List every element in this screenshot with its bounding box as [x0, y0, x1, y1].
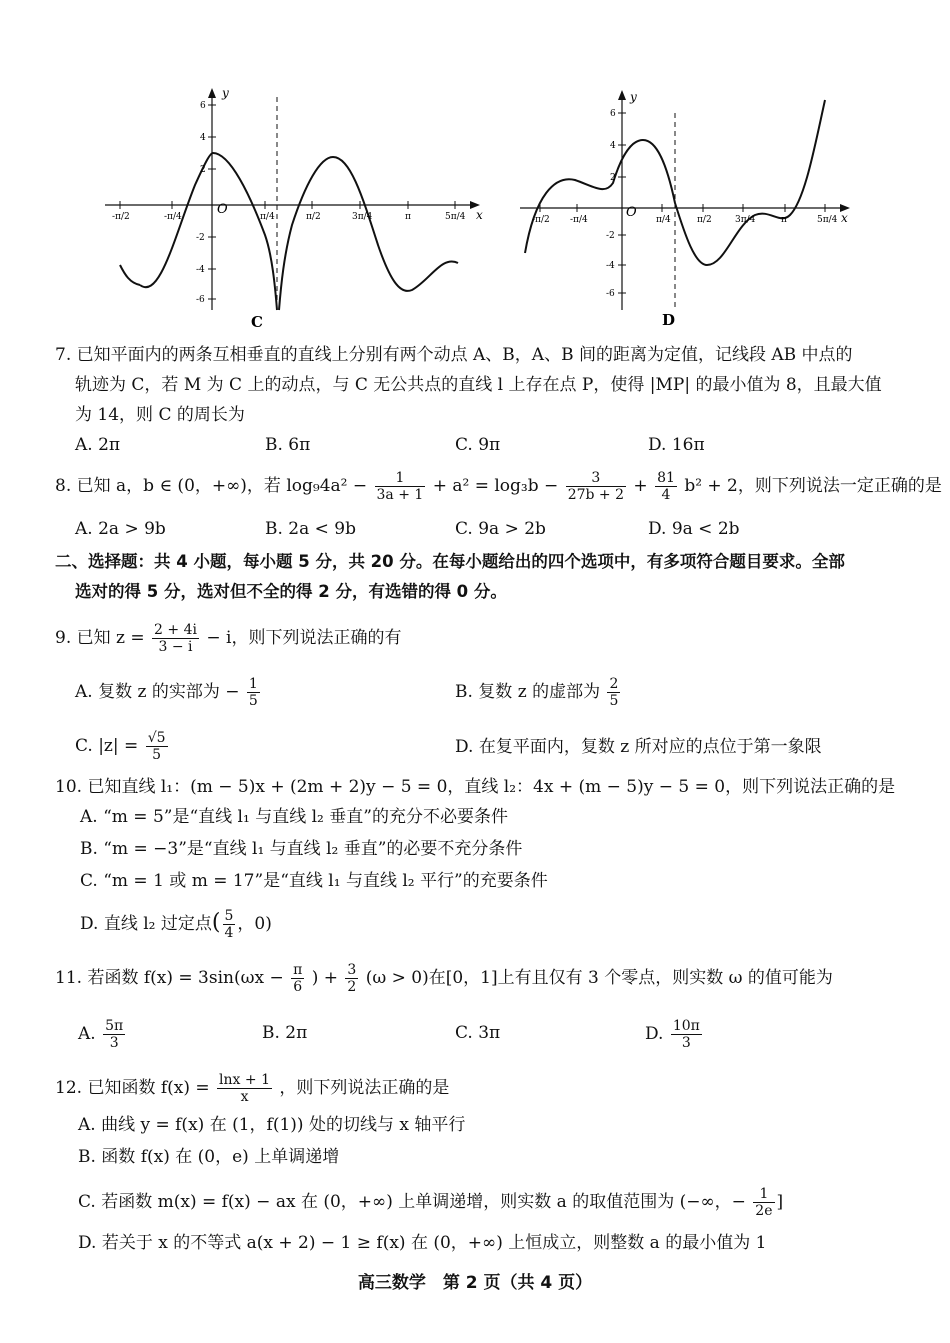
- graph-d-xtick: -π/2: [532, 215, 550, 225]
- graph-c-ytick: 2: [200, 165, 206, 175]
- graph-d-x-label: x: [841, 211, 848, 225]
- q9-suffix: − i，则下列说法正确的有: [206, 628, 402, 648]
- q11-option-d: D. $\frac{10\pi}{3}$: [645, 1018, 700, 1051]
- q11-option-a: A. $\frac{5\pi}{3}$: [78, 1018, 124, 1051]
- graph-c-ytick: 6: [200, 101, 206, 111]
- graph-d-ytick: -6: [606, 289, 615, 299]
- q7-stem-line1: 7. 已知平面内的两条互相垂直的直线上分别有两个动点 A、B，A、B 间的距离为定值，记线段 AB 中点的: [55, 345, 853, 365]
- q12-suffix: ，则下列说法正确的是: [279, 1078, 450, 1098]
- q11-suffix: (ω > 0)在[0，1]上有且仅有 3 个零点，则实数 ω 的值可能为: [365, 968, 833, 988]
- q10-option-c: C. “m = 1 或 m = 17”是“直线 l₁ 与直线 l₂ 平行”的充要条件: [80, 871, 548, 891]
- q8-mid: + a² = log₃b −: [432, 476, 559, 496]
- q10-option-d: D. 直线 l₂ 过定点( $\frac{5}{4}$ ，0): [80, 908, 272, 941]
- graph-c-label: C: [251, 313, 263, 331]
- q8-fraction-2: $\frac{3}{27b + 2}$: [567, 470, 625, 503]
- q8-option-b: B. 2a < 9b: [265, 519, 357, 539]
- q10-option-a: A. “m = 5”是“直线 l₁ 与直线 l₂ 垂直”的充分不必要条件: [80, 807, 508, 827]
- q8-prefix: 8. 已知 a，b ∈ (0，+∞)，若 log₉4a² −: [55, 476, 368, 496]
- graph-d: [515, 85, 855, 335]
- q10-stem: 10. 已知直线 l₁：(m − 5)x + (2m + 2)y − 5 = 0，直线 l₂：4x + (m − 5)y − 5 = 0，则下列说法正确的是: [55, 777, 896, 797]
- graph-c-xtick: 5π/4: [445, 212, 466, 222]
- q9-stem: [55, 622, 401, 655]
- graph-d-ytick: -4: [606, 261, 615, 271]
- graph-d-ytick: 4: [610, 141, 616, 151]
- q7-option-d: D. 16π: [648, 435, 705, 455]
- graph-d-label: D: [662, 311, 676, 329]
- q8-option-a: A. 2a > 9b: [75, 519, 166, 539]
- graph-d-xtick: 5π/4: [817, 215, 838, 225]
- q8-option-d: D. 9a < 2b: [648, 519, 740, 539]
- q12-option-b: B. 函数 f(x) 在 (0，e) 上单调递增: [78, 1147, 340, 1167]
- q12-option-a: A. 曲线 y = f(x) 在 (1，f(1)) 处的切线与 x 轴平行: [78, 1115, 466, 1135]
- q7-option-b: B. 6π: [265, 435, 311, 455]
- section-2-instructions: 选对的得 5 分，选对但不全的得 2 分，有选错的得 0 分。: [75, 582, 507, 601]
- graph-d-ytick: 2: [610, 173, 616, 183]
- graph-c-xtick: π/2: [306, 212, 321, 222]
- q11-fraction-1: $\frac{\pi}{6}$: [293, 962, 303, 995]
- q8-fraction-3: $\frac{81}{4}$: [657, 470, 675, 503]
- q8-option-c: C. 9a > 2b: [455, 519, 546, 539]
- q7-stem-line3: 为 14，则 C 的周长为: [75, 405, 245, 425]
- q11-stem: [55, 962, 833, 995]
- graph-c-xtick: π: [405, 212, 411, 222]
- q8-plus: +: [633, 476, 648, 496]
- section-2-heading: 二、选择题：共 4 小题，每小题 5 分，共 20 分。在每小题给出的四个选项中，有多项符合题目要求。全部: [55, 552, 845, 571]
- q11-option-c: C. 3π: [455, 1023, 501, 1043]
- graph-c-x-label: x: [476, 208, 483, 222]
- graph-c-ytick: 4: [200, 133, 206, 143]
- graph-d-y-label: y: [630, 90, 637, 104]
- q7-stem-line2: 轨迹为 C，若 M 为 C 上的动点，与 C 无公共点的直线 l 上存在点 P，使得 |MP| 的最小值为 8，且最大值: [75, 375, 882, 395]
- q12-stem: [55, 1072, 449, 1105]
- graph-c-curve: [140, 153, 458, 310]
- graph-c-ytick: -4: [196, 265, 205, 275]
- q12-fraction: $\frac{\ln x + 1}{x}$: [219, 1072, 270, 1105]
- graph-d-origin: O: [626, 205, 637, 220]
- q8-fraction-1: $\frac{1}{3a + 1}$: [376, 470, 424, 503]
- q11-option-b: B. 2π: [262, 1023, 308, 1043]
- q9-prefix: 9. 已知 z =: [55, 628, 145, 648]
- q7-option-c: C. 9π: [455, 435, 501, 455]
- q11-prefix: 11. 若函数 f(x) = 3sin(ωx −: [55, 968, 284, 988]
- graph-c-origin: O: [217, 202, 228, 217]
- q12-prefix: 12. 已知函数 f(x) =: [55, 1078, 210, 1098]
- graph-d-xtick: -π/4: [570, 215, 588, 225]
- graph-d-ytick: 6: [610, 109, 616, 119]
- q9-option-c: C. |z| = $\frac{√5}{5}$: [75, 730, 166, 763]
- graph-d-xtick: 3π/4: [735, 215, 756, 225]
- graph-c-xtick: -π/2: [112, 212, 130, 222]
- q8-stem: [55, 470, 942, 503]
- graph-c: [100, 85, 500, 335]
- graph-c-xtick: π/4: [260, 212, 275, 222]
- q11-fraction-2: $\frac{3}{2}$: [347, 962, 357, 995]
- graph-c-ytick: -6: [196, 295, 205, 305]
- graph-c-xtick: -π/4: [164, 212, 182, 222]
- q12-option-c: C. 若函数 m(x) = f(x) − ax 在 (0，+∞) 上单调递增，则实数 a 的取值范围为 (−∞，− $\frac{1}{2e}$ ]: [78, 1186, 784, 1219]
- q9-fraction: $\frac{2 + 4i}{3 - i}$: [154, 622, 197, 655]
- graph-d-xtick: π: [781, 215, 787, 225]
- q8-suffix: b² + 2，则下列说法一定正确的是: [684, 476, 942, 496]
- q9-option-d: D. 在复平面内，复数 z 所对应的点位于第一象限: [455, 737, 822, 757]
- q9-option-b: B. 复数 z 的虚部为 $\frac{2}{5}$: [455, 676, 619, 709]
- graph-d-xtick: π/2: [697, 215, 712, 225]
- page-footer: 高三数学 第 2 页（共 4 页）: [357, 1273, 593, 1293]
- q11-mid: ) +: [311, 968, 338, 988]
- q10-option-b: B. “m = −3”是“直线 l₁ 与直线 l₂ 垂直”的必要不充分条件: [80, 839, 523, 859]
- q12-option-d: D. 若关于 x 的不等式 a(x + 2) − 1 ≥ f(x) 在 (0，+∞) 上恒成立，则整数 a 的最小值为 1: [78, 1233, 767, 1253]
- q9-option-a: A. 复数 z 的实部为 − $\frac{1}{5}$: [75, 676, 258, 709]
- q7-option-a: A. 2π: [75, 435, 121, 455]
- graph-d-xtick: π/4: [656, 215, 671, 225]
- graph-c-y-label: y: [222, 86, 229, 100]
- graph-c-ytick: -2: [196, 233, 205, 243]
- graph-c-xtick: 3π/4: [352, 212, 373, 222]
- graph-d-ytick: -2: [606, 231, 615, 241]
